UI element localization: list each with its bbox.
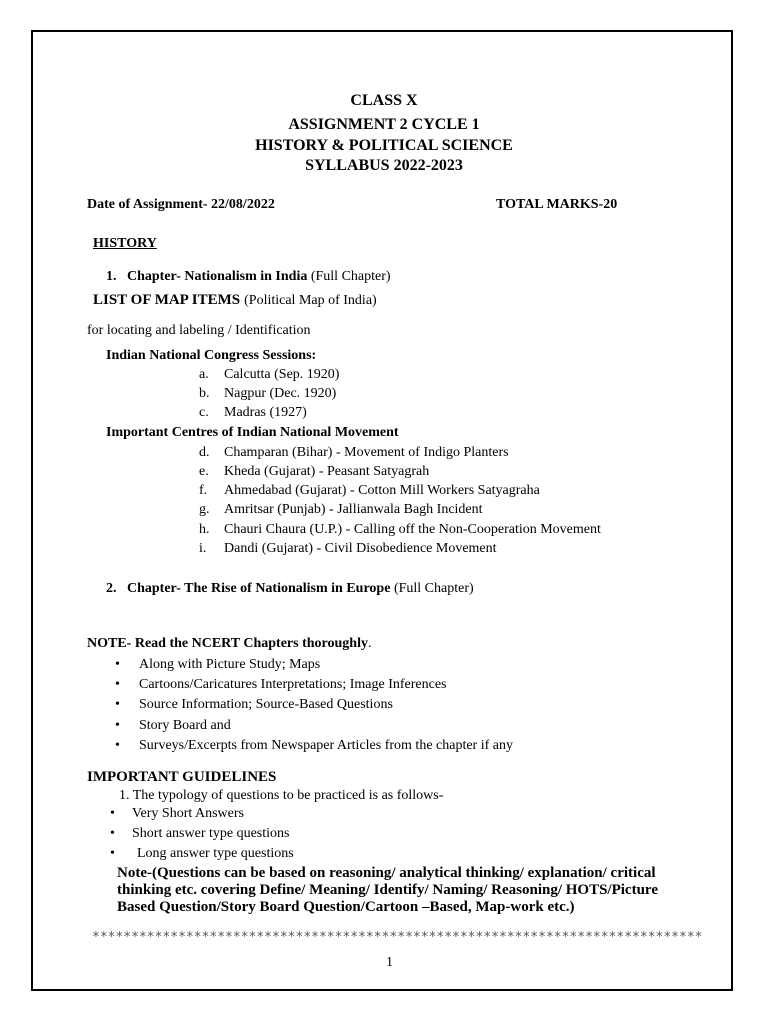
list-item <box>199 386 336 402</box>
list-item <box>110 826 289 842</box>
chapter-2-number: 2. <box>106 581 117 596</box>
list-item <box>199 502 483 518</box>
item-text: Surveys/Excerpts from Newspaper Articles from the chapter if any <box>139 738 513 753</box>
item-letter: i. <box>199 541 207 556</box>
list-item <box>199 464 429 480</box>
list-item <box>110 846 294 862</box>
ncert-note-period: . <box>367 636 372 651</box>
total-marks: TOTAL MARKS-20 <box>496 197 618 212</box>
class-title: CLASS X <box>350 92 418 109</box>
assignment-date: Date of Assignment- 22/08/2022 <box>87 197 275 212</box>
chapter-2 <box>106 581 474 597</box>
congress-heading: Indian National Congress Sessions: <box>106 348 317 363</box>
bullet-icon: • <box>115 677 120 692</box>
list-item <box>199 522 601 538</box>
guidelines-intro: 1. The typology of questions to be practiced is as follows- <box>119 788 444 803</box>
item-text: Madras (1927) <box>224 405 307 420</box>
item-text: Very Short Answers <box>132 806 244 821</box>
item-text: Short answer type questions <box>132 826 290 841</box>
bullet-icon: • <box>115 718 120 733</box>
locating-text: for locating and labeling / Identification <box>87 323 311 338</box>
centres-heading: Important Centres of Indian National Movement <box>106 425 399 440</box>
item-letter: h. <box>199 522 210 537</box>
item-text: Kheda (Gujarat) - Peasant Satyagrah <box>224 464 430 479</box>
list-item <box>199 483 540 499</box>
list-item <box>115 718 231 734</box>
item-text: Nagpur (Dec. 1920) <box>224 386 337 401</box>
item-text: Chauri Chaura (U.P.) - Calling off the Non-Cooperation Movement <box>224 522 601 537</box>
guidelines-heading: IMPORTANT GUIDELINES <box>87 769 277 785</box>
map-items-line <box>93 291 377 309</box>
bullet-icon: • <box>115 697 120 712</box>
subject-title: HISTORY & POLITICAL SCIENCE <box>255 137 513 154</box>
chapter-2-title: Chapter- The Rise of Nationalism in Europe <box>127 581 391 596</box>
item-text: Along with Picture Study; Maps <box>139 657 321 672</box>
item-text: Story Board and <box>139 718 231 733</box>
list-item <box>199 445 509 461</box>
list-item <box>110 806 244 822</box>
syllabus-title: SYLLABUS 2022-2023 <box>305 157 463 174</box>
list-item <box>115 677 446 693</box>
bullet-icon: • <box>110 806 115 821</box>
item-text: Champaran (Bihar) - Movement of Indigo Planters <box>224 445 509 460</box>
bullet-icon: • <box>110 846 115 861</box>
item-letter: c. <box>199 405 209 420</box>
item-text: Amritsar (Punjab) - Jallianwala Bagh Incident <box>224 502 483 517</box>
list-item <box>199 405 307 421</box>
question-note: Note-(Questions can be based on reasoning/ analytical thinking/ explanation/ critical thinking etc. covering Define/ Meaning/ Identify/ Naming/ Reasoning/ HOTS/Picture Based Question/Story Board Question/Cartoon –Based, Map-work etc.) <box>117 865 658 915</box>
item-text: Calcutta (Sep. 1920) <box>224 367 340 382</box>
chapter-1-number: 1. <box>106 269 117 284</box>
page-number: 1 <box>386 955 393 970</box>
chapter-1 <box>106 269 391 285</box>
item-letter: b. <box>199 386 210 401</box>
item-text: Ahmedabad (Gujarat) - Cotton Mill Workers Satyagraha <box>224 483 540 498</box>
list-item <box>199 541 497 557</box>
list-item <box>199 367 339 383</box>
item-letter: a. <box>199 367 209 382</box>
chapter-2-note: (Full Chapter) <box>393 581 474 596</box>
list-item <box>115 738 513 754</box>
item-text: Cartoons/Caricatures Interpretations; Image Inferences <box>139 677 447 692</box>
item-text: Long answer type questions <box>137 846 294 861</box>
list-item <box>115 657 320 673</box>
item-text: Dandi (Gujarat) - Civil Disobedience Movement <box>224 541 497 556</box>
item-text: Source Information; Source-Based Questions <box>139 697 393 712</box>
bullet-icon: • <box>115 657 120 672</box>
item-letter: d. <box>199 445 210 460</box>
bullet-icon: • <box>110 826 115 841</box>
list-item <box>115 697 393 713</box>
history-heading: HISTORY <box>93 236 157 251</box>
bullet-icon: • <box>115 738 120 753</box>
ncert-note <box>87 636 371 652</box>
item-letter: g. <box>199 502 210 517</box>
assignment-title: ASSIGNMENT 2 CYCLE 1 <box>288 116 480 133</box>
chapter-1-note: (Full Chapter) <box>310 269 391 284</box>
item-letter: f. <box>199 483 208 498</box>
chapter-1-title: Chapter- Nationalism in India <box>127 269 308 284</box>
map-items-heading: LIST OF MAP ITEMS <box>93 292 241 308</box>
item-letter: e. <box>199 464 209 479</box>
map-items-note: (Political Map of India) <box>244 293 377 308</box>
ncert-note-text: NOTE- Read the NCERT Chapters thoroughly <box>87 636 368 651</box>
separator: ****************************************************************************** <box>92 930 703 945</box>
